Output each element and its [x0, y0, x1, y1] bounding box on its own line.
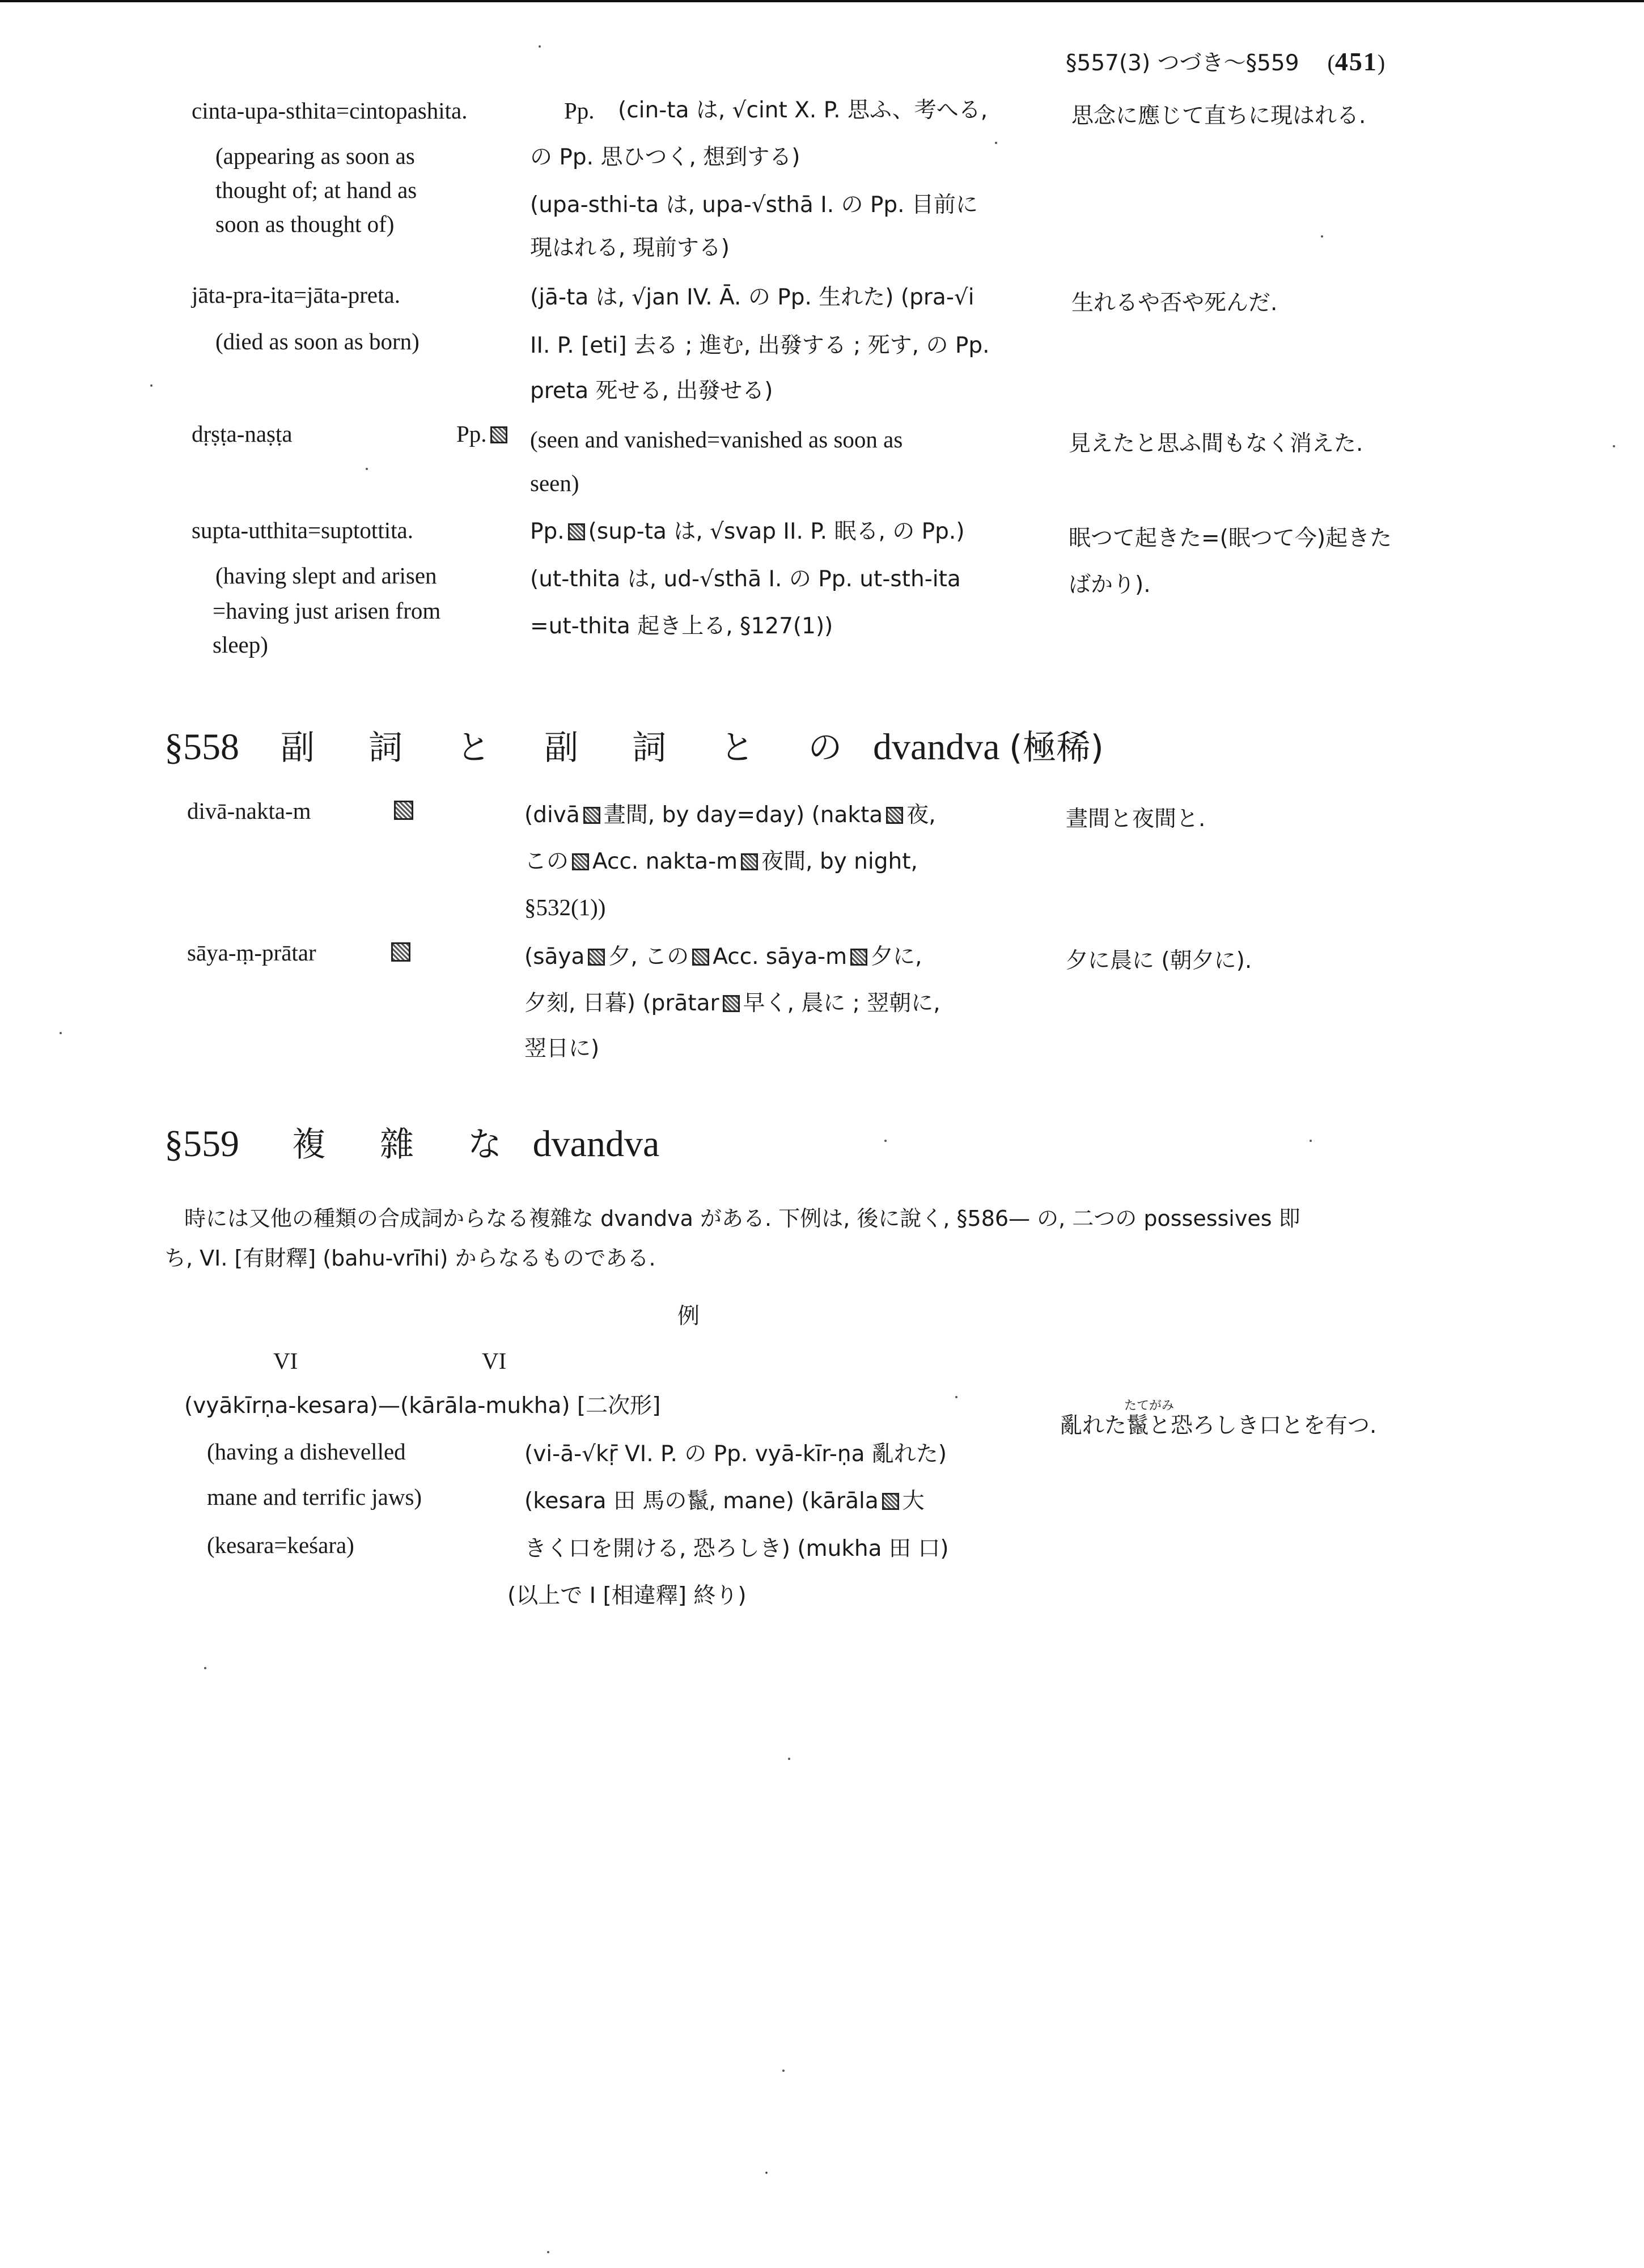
- entry-english: (having slept and arisen: [215, 562, 437, 589]
- entry-note: (divā 晝間, by day=day) (nakta 夜,: [524, 802, 936, 828]
- entry-meaning: ばかり).: [1069, 572, 1151, 598]
- entry-note: (ut-thita は, ud-√sthā I. の Pp. ut-sth-ita: [530, 566, 961, 592]
- scan-speck: [995, 142, 997, 144]
- entry-english: mane and terrific jaws): [207, 1484, 422, 1510]
- abbrev-box-icon: [583, 807, 600, 824]
- vi-label-right: VI: [482, 1348, 507, 1374]
- example-label: 例: [677, 1304, 700, 1329]
- scan-speck: [60, 1032, 62, 1034]
- abbrev-box-icon: [692, 949, 709, 966]
- entry-note: II. P. [eti] 去る ; 進む, 出發する ; 死す, の Pp.: [530, 333, 990, 358]
- scan-speck: [1613, 445, 1615, 447]
- scan-speck: [539, 45, 541, 48]
- top-rule: [0, 0, 1644, 2]
- entry-note: (cin-ta は, √cint X. P. 思ふ、考へる,: [618, 98, 988, 123]
- section-title-jp: 副 詞 と 副 詞 と の: [281, 728, 864, 768]
- entry-meaning: 思念に應じて直ちに現はれる.: [1071, 103, 1366, 129]
- running-header: §557(3) つづき〜§559 (451): [1066, 47, 1385, 76]
- scan-speck: [788, 1758, 790, 1760]
- section-title-jp: 複 雜 な: [292, 1125, 524, 1165]
- entry-headword: sāya-ṃ-prātar: [187, 940, 316, 966]
- entry-note: この Acc. nakta-m 夜間, by night,: [524, 849, 918, 874]
- section-title-en: dvandva: [532, 1123, 660, 1165]
- abbrev-box-icon: [741, 853, 758, 870]
- entry-headword: (vyākīrṇa-kesara)—(kārāla-mukha) [二次形]: [184, 1393, 661, 1419]
- scan-speck: [547, 2251, 549, 2253]
- vi-label-left: VI: [273, 1348, 298, 1374]
- abbrev-box-icon: [568, 523, 585, 540]
- scan-speck: [1321, 235, 1323, 238]
- header-range: §557(3) つづき〜§559: [1066, 50, 1299, 76]
- entry-headword: dṛṣṭa-naṣṭa: [192, 421, 293, 447]
- paragraph-line: 時には又他の種類の合成詞からなる複雜な dvandva がある. 下例は, 後に說く, §586— の, 二つの possessives 即: [184, 1206, 1300, 1231]
- entry-meaning: 生れるや否や死んだ.: [1071, 290, 1278, 316]
- entry-note: の Pp. 思ひつく, 想到する): [530, 145, 800, 170]
- entry-note: seen): [530, 470, 579, 496]
- abbrev-box-icon: [572, 853, 589, 870]
- entry-note: 夕刻, 日暮) (prātar 早く, 晨に ; 翌朝に,: [524, 991, 940, 1016]
- entry-note: =ut-thita 起き上る, §127(1)): [530, 613, 833, 639]
- pp-label: Pp.: [564, 98, 595, 124]
- entry-english: (kesara=keśara): [207, 1532, 354, 1558]
- scan-speck: [204, 1667, 206, 1669]
- abbrev-box-icon: [394, 801, 413, 820]
- entry-headword: divā-nakta-m: [187, 798, 311, 824]
- page-number: 451: [1334, 47, 1378, 76]
- entry-english: (having a dishevelled: [207, 1438, 406, 1465]
- entry-note: 現はれる, 現前する): [530, 235, 730, 261]
- entry-english: soon as thought of): [215, 211, 395, 237]
- entry-note: Pp. (sup-ta は, √svap II. P. 眠る, の Pp.): [530, 519, 965, 544]
- entry-english: (died as soon as born): [215, 328, 420, 354]
- section-number: §558: [164, 726, 239, 768]
- entry-note: (upa-sthi-ta は, upa-√sthā I. の Pp. 目前に: [530, 192, 978, 218]
- entry-headword: supta-utthita=suptottita.: [192, 517, 413, 543]
- entry-meaning: 眠つて起きた=(眠つて今)起きた: [1069, 526, 1392, 551]
- entry-english: sleep): [213, 632, 268, 658]
- entry-note: §532(1)): [524, 894, 606, 920]
- pp-label: Pp.: [456, 422, 511, 446]
- scan-speck: [150, 384, 152, 387]
- abbrev-box-icon: [882, 1493, 899, 1510]
- entry-note: (seen and vanished=vanished as soon as: [530, 426, 903, 452]
- section-title-note: (極稀): [1009, 728, 1104, 768]
- abbrev-box-icon: [588, 949, 605, 966]
- entry-english: (appearing as soon as: [215, 143, 415, 169]
- section-number: §559: [164, 1123, 239, 1165]
- scan-speck: [765, 2172, 768, 2174]
- entry-note-closing: (以上で I [相違釋] 終り): [507, 1583, 747, 1609]
- section-heading-559: [164, 1125, 659, 1163]
- entry-note: preta 死せる, 出發せる): [530, 378, 773, 404]
- entry-note: (vi-ā-√kṝ VI. P. の Pp. vyā-kīr-ṇa 亂れた): [524, 1441, 947, 1467]
- section-heading-558: [164, 726, 1104, 768]
- abbrev-box-icon: [723, 995, 740, 1012]
- entry-note: (jā-ta は, √jan IV. Ā. の Pp. 生れた) (pra-√i: [530, 285, 974, 310]
- entry-meaning: 夕に晨に (朝夕に).: [1066, 948, 1252, 974]
- section-title-en: dvandva: [872, 726, 1000, 768]
- entry-english: thought of; at hand as: [215, 177, 417, 203]
- scan-speck: [1310, 1140, 1312, 1142]
- entry-meaning: 晝間と夜間と.: [1066, 806, 1206, 832]
- entry-meaning: 見えたと思ふ間もなく消えた.: [1069, 431, 1363, 456]
- abbrev-box-icon: [490, 426, 507, 443]
- entry-note: (sāya 夕, この Acc. sāya-m 夕に,: [524, 944, 922, 970]
- scan-speck: [782, 2070, 785, 2072]
- abbrev-box-icon: [391, 942, 410, 962]
- scan-speck: [366, 468, 368, 470]
- entry-headword: cinta-upa-sthita=cintopashita.: [192, 98, 468, 124]
- entry-note: (kesara 田 馬の鬣, mane) (kārāla 大: [524, 1488, 925, 1514]
- entry-english: =having just arisen from: [213, 598, 441, 624]
- scan-speck: [955, 1396, 957, 1398]
- abbrev-box-icon: [850, 949, 867, 966]
- entry-meaning: 亂れた たてがみ 鬣と恐ろしき口とを有つ.: [1060, 1399, 1377, 1438]
- entry-headword: jāta-pra-ita=jāta-preta.: [192, 282, 400, 308]
- entry-note: きく口を開ける, 恐ろしき) (mukha 田 口): [524, 1536, 949, 1562]
- paragraph-line: ち, VI. [有財釋] (bahu-vrīhi) からなるものである.: [164, 1246, 656, 1271]
- scan-speck: [884, 1140, 887, 1142]
- entry-note: 翌日に): [524, 1036, 600, 1061]
- abbrev-box-icon: [886, 807, 903, 824]
